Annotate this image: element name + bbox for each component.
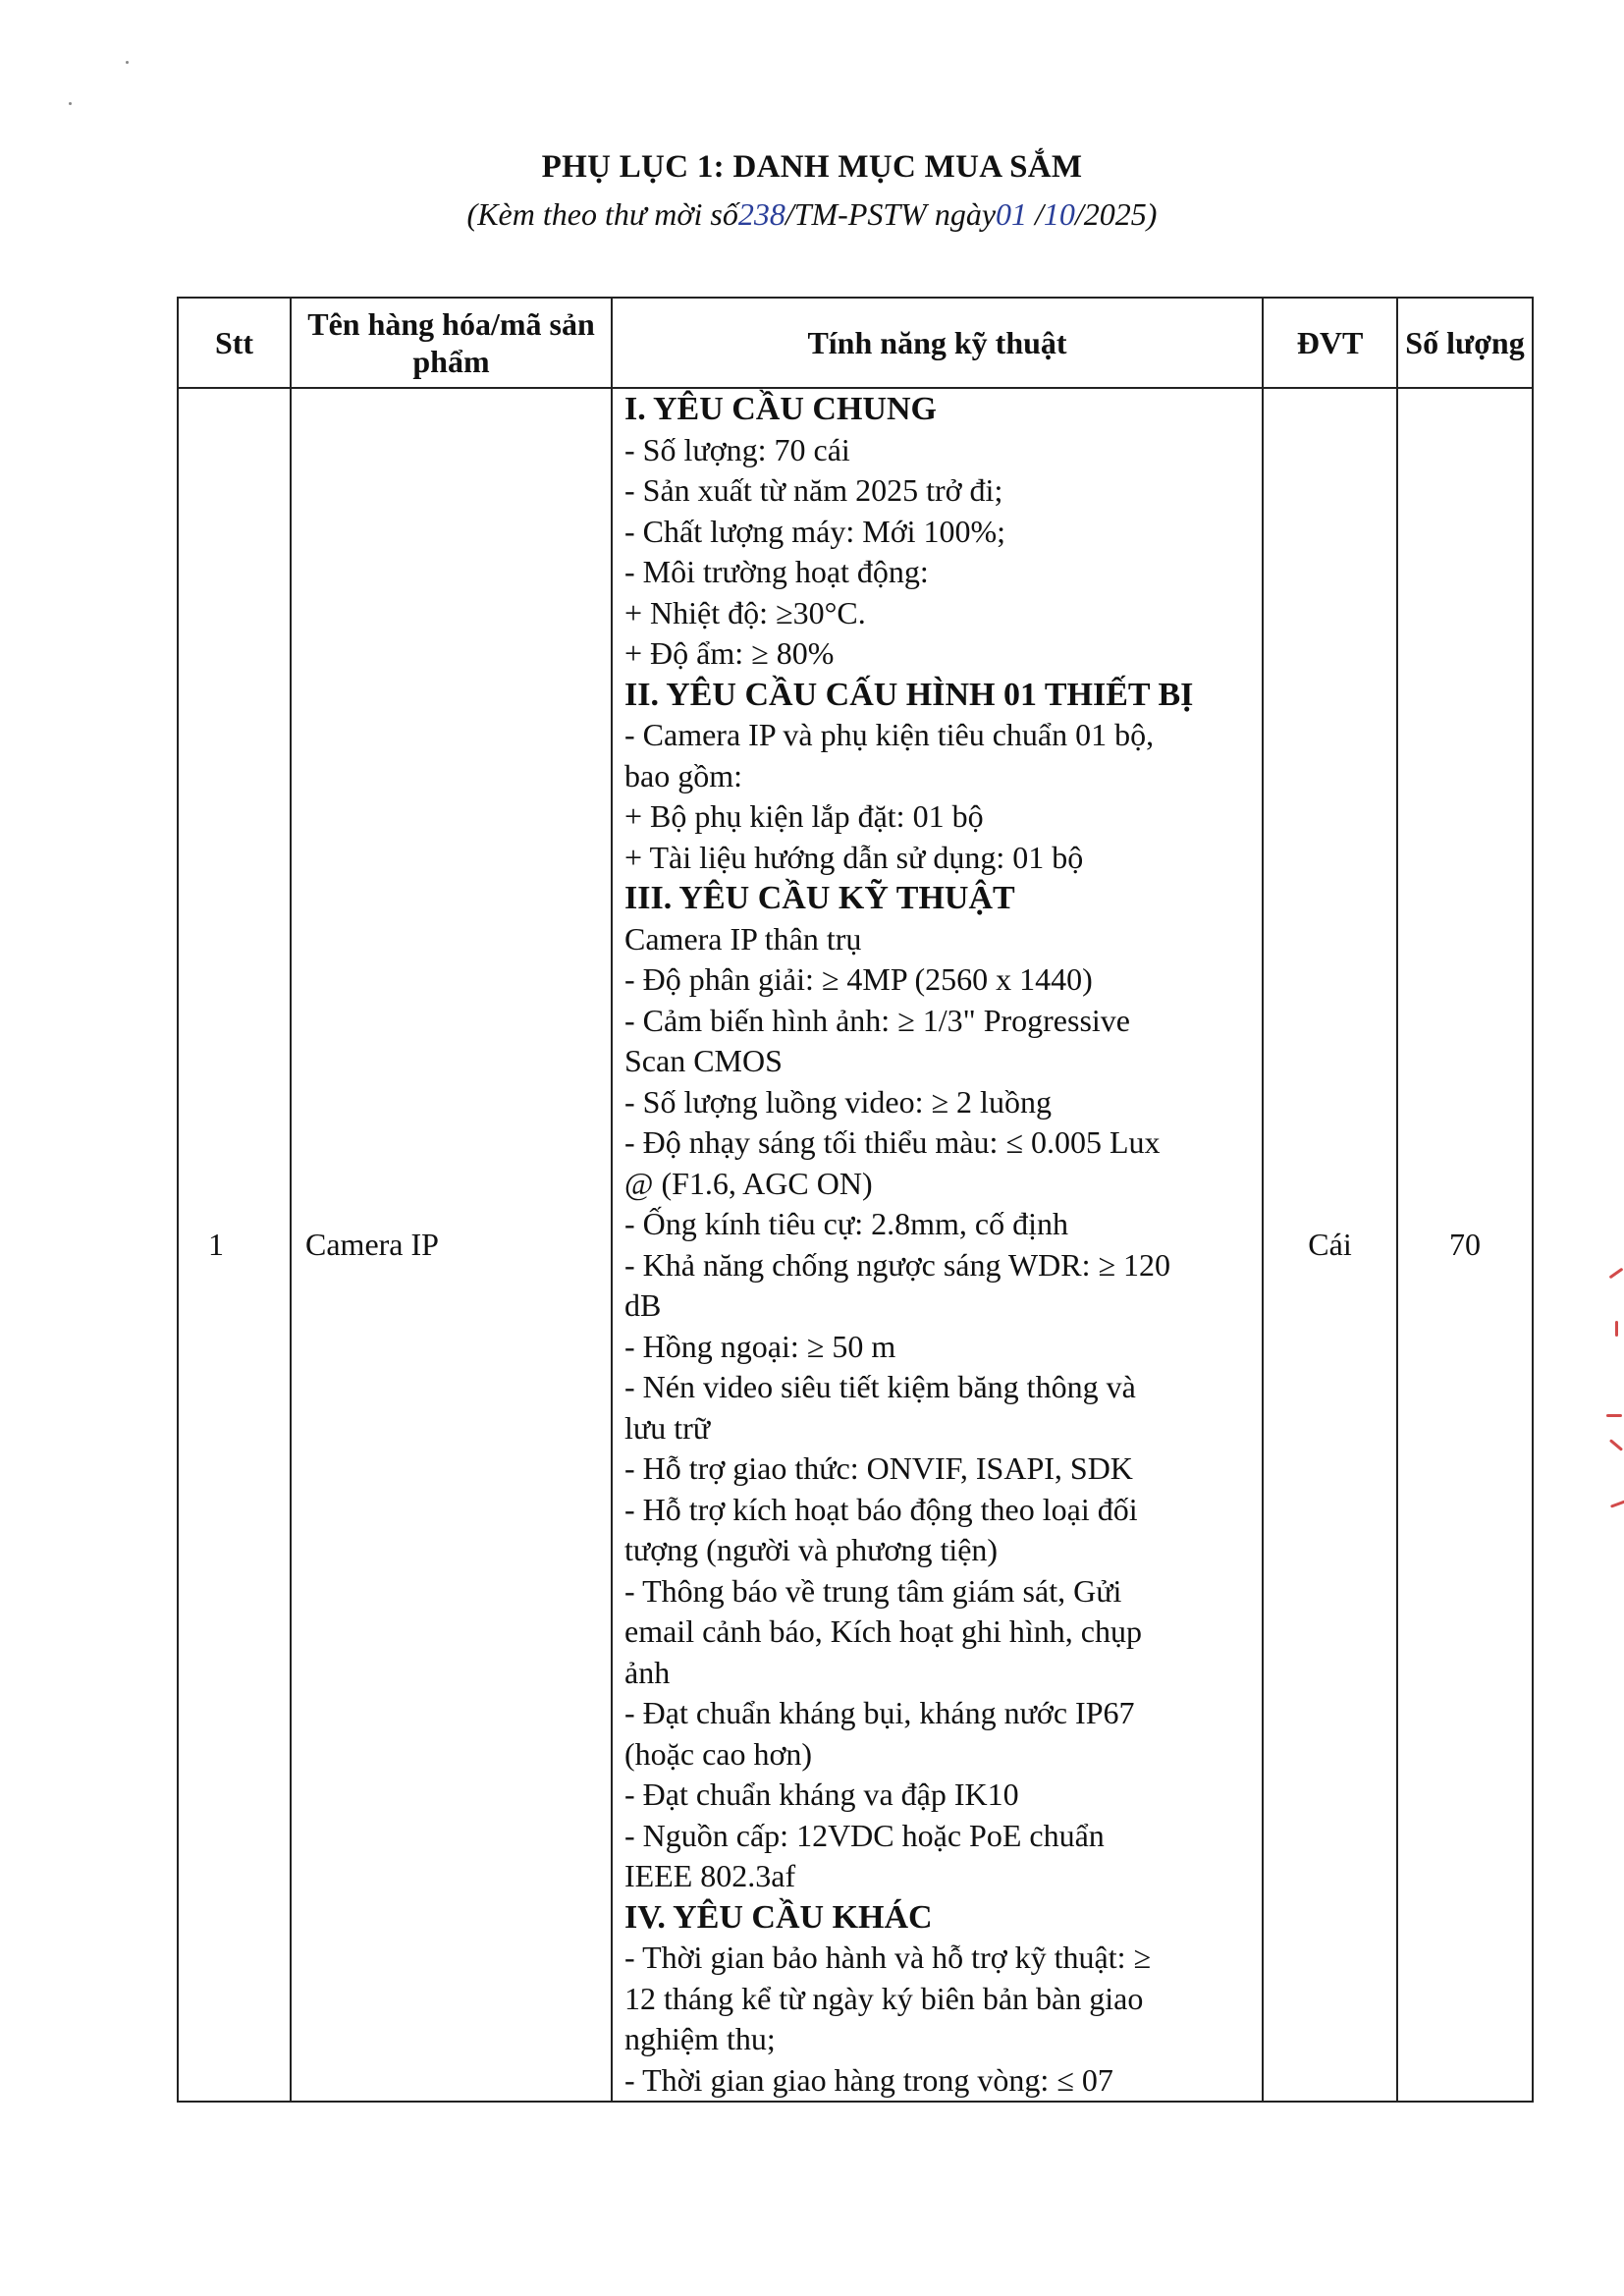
spec-line: - Camera IP và phụ kiện tiêu chuẩn 01 bộ, [624,717,1155,752]
spec-line: - Thời gian giao hàng trong vòng: ≤ 07 [624,2061,1113,2098]
procurement-table [177,297,1534,2103]
subtitle-prefix: (Kèm theo thư mời số [466,196,738,232]
subtitle-suffix: /2025) [1074,196,1158,232]
spec-line: + Độ ẩm: ≥ 80% [624,635,835,671]
spec-line: nghiệm thu; [624,2021,776,2056]
spec-line: - Cảm biến hình ảnh: ≥ 1/3" Progressive [624,1002,1130,1038]
spec-line: tượng (người và phương tiện) [624,1532,999,1567]
spec-line: email cảnh báo, Kích hoạt ghi hình, chụp [624,1613,1142,1649]
scan-speck [126,61,129,64]
spec-line: (hoặc cao hơn) [624,1735,813,1772]
spec-line: Camera IP thân trụ [624,920,862,957]
spec-line: + Nhiệt độ: ≥30°C. [624,594,866,630]
spec-line: + Bộ phụ kiện lắp đặt: 01 bộ [624,798,984,834]
spec-line: - Đạt chuẩn kháng va đập IK10 [624,1777,1019,1812]
header-technical-spec: Tính năng kỹ thuật [612,298,1263,388]
spec-line: - Hồng ngoại: ≥ 50 m [624,1328,896,1364]
stamp-fragment-mark [1609,1439,1623,1451]
cell-quantity: 70 [1397,388,1533,2102]
header-stt: Stt [178,298,291,388]
cell-technical-spec [612,388,1263,2102]
spec-section-heading: III. YÊU CẦU KỸ THUẬT [624,880,1015,916]
page-subtitle [0,196,1624,233]
spec-line: @ (F1.6, AGC ON) [624,1165,873,1201]
table-row [178,388,1533,2102]
spec-line: - Nén video siêu tiết kiệm băng thông và [624,1369,1136,1404]
handwritten-month: 10 [1043,196,1075,232]
spec-line: - Đạt chuẩn kháng bụi, kháng nước IP67 [624,1695,1135,1730]
spec-line: - Thông báo về trung tâm giám sát, Gửi [624,1572,1122,1609]
spec-line: - Sản xuất từ năm 2025 trở đi; [624,472,1003,508]
spec-line: dB [624,1287,662,1323]
stamp-fragment-mark [1606,1414,1622,1417]
header-unit: ĐVT [1263,298,1397,388]
spec-line: Scan CMOS [624,1043,783,1078]
spec-line: + Tài liệu hướng dẫn sử dụng: 01 bộ [624,839,1084,875]
spec-line: - Khả năng chống ngược sáng WDR: ≥ 120 [624,1246,1171,1283]
subtitle-separator: / [1027,196,1044,232]
handwritten-document-number: 238 [737,196,785,232]
spec-line: lưu trữ [624,1409,711,1446]
cell-unit: Cái [1263,388,1397,2102]
spec-line: IEEE 802.3af [624,1858,796,1893]
scan-speck [69,102,72,105]
stamp-fragment-mark [1609,1268,1624,1280]
header-product-name: Tên hàng hóa/mã sản phẩm [291,298,612,388]
handwritten-day: 01 [996,196,1028,232]
table-header-row [178,298,1533,388]
spec-section-heading: I. YÊU CẦU CHUNG [624,391,937,427]
spec-line: - Hỗ trợ giao thức: ONVIF, ISAPI, SDK [624,1450,1133,1486]
spec-line: - Số lượng luồng video: ≥ 2 luồng [624,1083,1052,1120]
cell-product-name: Camera IP [291,388,612,2102]
spec-line: - Số lượng: 70 cái [624,431,850,467]
spec-line: - Nguồn cấp: 12VDC hoặc PoE chuẩn [624,1817,1105,1853]
spec-section-heading: II. YÊU CẦU CẤU HÌNH 01 THIẾT BỊ [624,676,1194,713]
subtitle-middle: /TM-PSTW ngày [785,196,997,232]
stamp-fragment-mark [1610,1500,1624,1507]
spec-line: - Độ nhạy sáng tối thiểu màu: ≤ 0.005 Lux [624,1124,1161,1160]
stamp-fragment-mark [1615,1321,1618,1337]
spec-line: 12 tháng kể từ ngày ký biên bản bàn giao [624,1980,1144,2016]
spec-line: - Hỗ trợ kích hoạt báo động theo loại đối [624,1491,1138,1527]
header-quantity: Số lượng [1397,298,1533,388]
spec-line: - Chất lượng máy: Mới 100%; [624,513,1006,549]
cell-stt: 1 [178,388,291,2102]
spec-line: - Thời gian bảo hành và hỗ trợ kỹ thuật: ≥ [624,1940,1152,1975]
spec-line: - Ống kính tiêu cự: 2.8mm, cố định [624,1206,1068,1241]
spec-line: - Độ phân giải: ≥ 4MP (2560 x 1440) [624,961,1093,997]
spec-section-heading: IV. YÊU CẦU KHÁC [624,1898,933,1936]
spec-line: bao gồm: [624,757,742,793]
page-title: PHỤ LỤC 1: DANH MỤC MUA SẮM [541,149,1083,185]
spec-line: - Môi trường hoạt động: [624,554,929,589]
spec-line: ảnh [624,1654,671,1690]
